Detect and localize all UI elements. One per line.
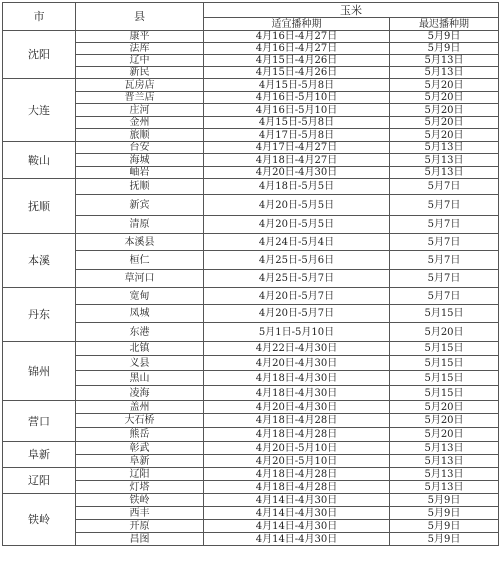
- latest-period-cell: 5月20日: [390, 323, 499, 342]
- city-cell: 辽阳: [3, 468, 76, 494]
- latest-period-cell: 5月13日: [390, 442, 499, 455]
- latest-period-cell: 5月9日: [390, 494, 499, 507]
- header-latest-period: 最迟播种期: [390, 18, 499, 31]
- latest-period-cell: 5月13日: [390, 55, 499, 67]
- county-cell: 桓仁: [76, 251, 204, 270]
- table-row: [3, 342, 499, 356]
- latest-period-cell: 5月7日: [390, 288, 499, 305]
- latest-period-cell: 5月13日: [390, 142, 499, 154]
- latest-period-cell: 5月20日: [390, 129, 499, 142]
- table-row: [3, 154, 499, 167]
- county-cell: 凌海: [76, 386, 204, 401]
- optimal-period-cell: 4月20日-5月10日: [204, 442, 390, 455]
- table-row: [3, 31, 499, 43]
- latest-period-cell: 5月13日: [390, 154, 499, 167]
- table-row: [3, 494, 499, 507]
- county-cell: 抚顺: [76, 179, 204, 195]
- city-cell: 本溪: [3, 234, 76, 288]
- latest-period-cell: 5月9日: [390, 520, 499, 533]
- county-cell: 黑山: [76, 371, 204, 386]
- table-row: [3, 92, 499, 104]
- county-cell: 新宾: [76, 195, 204, 216]
- latest-period-cell: 5月7日: [390, 216, 499, 234]
- latest-period-cell: 5月20日: [390, 401, 499, 414]
- county-cell: 台安: [76, 142, 204, 154]
- county-cell: 旅顺: [76, 129, 204, 142]
- optimal-period-cell: 4月17日-5月8日: [204, 129, 390, 142]
- latest-period-cell: 5月15日: [390, 342, 499, 356]
- county-cell: 熊岳: [76, 428, 204, 442]
- latest-period-cell: 5月9日: [390, 507, 499, 520]
- table-row: [3, 167, 499, 179]
- table-row: [3, 442, 499, 455]
- optimal-period-cell: 4月20日-5月5日: [204, 216, 390, 234]
- county-cell: 大石桥: [76, 414, 204, 428]
- latest-period-cell: 5月15日: [390, 386, 499, 401]
- latest-period-cell: 5月20日: [390, 104, 499, 117]
- header-optimal-period: 适宜播种期: [204, 18, 390, 31]
- table-row: [3, 533, 499, 546]
- table-row: [3, 520, 499, 533]
- city-cell: 营口: [3, 401, 76, 442]
- county-cell: 草河口: [76, 270, 204, 288]
- county-cell: 清原: [76, 216, 204, 234]
- county-cell: 辽阳: [76, 468, 204, 481]
- latest-period-cell: 5月13日: [390, 167, 499, 179]
- county-cell: 庄河: [76, 104, 204, 117]
- county-cell: 盖州: [76, 401, 204, 414]
- latest-period-cell: 5月9日: [390, 31, 499, 43]
- latest-period-cell: 5月13日: [390, 67, 499, 79]
- optimal-period-cell: 4月18日-4月28日: [204, 414, 390, 428]
- county-cell: 辽中: [76, 55, 204, 67]
- optimal-period-cell: 4月14日-4月30日: [204, 494, 390, 507]
- table-row: [3, 179, 499, 195]
- optimal-period-cell: 4月14日-4月30日: [204, 507, 390, 520]
- county-cell: 昌图: [76, 533, 204, 546]
- table-body: [3, 31, 499, 546]
- optimal-period-cell: 4月18日-4月28日: [204, 468, 390, 481]
- table-row: [3, 481, 499, 494]
- county-cell: 本溪县: [76, 234, 204, 251]
- table-row: [3, 455, 499, 468]
- table-row: [3, 142, 499, 154]
- latest-period-cell: 5月13日: [390, 468, 499, 481]
- latest-period-cell: 5月20日: [390, 79, 499, 92]
- city-cell: 铁岭: [3, 494, 76, 546]
- county-cell: 康平: [76, 31, 204, 43]
- optimal-period-cell: 4月15日-5月8日: [204, 79, 390, 92]
- county-cell: 东港: [76, 323, 204, 342]
- county-cell: 阜新: [76, 455, 204, 468]
- county-cell: 铁岭: [76, 494, 204, 507]
- table-row: [3, 386, 499, 401]
- city-cell: 大连: [3, 79, 76, 142]
- table-row: [3, 251, 499, 270]
- latest-period-cell: 5月7日: [390, 251, 499, 270]
- table-row: [3, 216, 499, 234]
- table-row: [3, 288, 499, 305]
- header-county: 县: [76, 3, 204, 31]
- optimal-period-cell: 4月16日-5月10日: [204, 104, 390, 117]
- optimal-period-cell: 4月18日-4月28日: [204, 481, 390, 494]
- table-row: [3, 234, 499, 251]
- optimal-period-cell: 4月14日-4月30日: [204, 533, 390, 546]
- table-row: [3, 270, 499, 288]
- optimal-period-cell: 4月24日-5月4日: [204, 234, 390, 251]
- optimal-period-cell: 4月18日-5月5日: [204, 179, 390, 195]
- table-row: [3, 129, 499, 142]
- latest-period-cell: 5月15日: [390, 305, 499, 323]
- city-cell: 鞍山: [3, 142, 76, 179]
- optimal-period-cell: 4月15日-4月26日: [204, 55, 390, 67]
- table-row: [3, 468, 499, 481]
- optimal-period-cell: 4月25日-5月7日: [204, 270, 390, 288]
- county-cell: 金州: [76, 117, 204, 129]
- optimal-period-cell: 4月16日-5月10日: [204, 92, 390, 104]
- optimal-period-cell: 4月20日-4月30日: [204, 401, 390, 414]
- table-row: [3, 428, 499, 442]
- optimal-period-cell: 4月20日-5月7日: [204, 288, 390, 305]
- optimal-period-cell: 4月20日-4月30日: [204, 356, 390, 371]
- county-cell: 开原: [76, 520, 204, 533]
- header-city: 市: [3, 3, 76, 31]
- table-row: [3, 195, 499, 216]
- latest-period-cell: 5月15日: [390, 356, 499, 371]
- latest-period-cell: 5月7日: [390, 270, 499, 288]
- optimal-period-cell: 5月1日-5月10日: [204, 323, 390, 342]
- optimal-period-cell: 4月15日-5月8日: [204, 117, 390, 129]
- city-cell: 丹东: [3, 288, 76, 342]
- optimal-period-cell: 4月15日-4月26日: [204, 67, 390, 79]
- optimal-period-cell: 4月17日-4月27日: [204, 142, 390, 154]
- latest-period-cell: 5月15日: [390, 371, 499, 386]
- optimal-period-cell: 4月20日-4月30日: [204, 167, 390, 179]
- table-row: [3, 356, 499, 371]
- latest-period-cell: 5月20日: [390, 414, 499, 428]
- optimal-period-cell: 4月18日-4月28日: [204, 428, 390, 442]
- table-row: [3, 305, 499, 323]
- latest-period-cell: 5月9日: [390, 43, 499, 55]
- county-cell: 岫岩: [76, 167, 204, 179]
- header-crop: 玉米: [204, 3, 499, 18]
- optimal-period-cell: 4月16日-4月27日: [204, 43, 390, 55]
- county-cell: 海城: [76, 154, 204, 167]
- optimal-period-cell: 4月18日-4月30日: [204, 371, 390, 386]
- county-cell: 普兰店: [76, 92, 204, 104]
- latest-period-cell: 5月13日: [390, 455, 499, 468]
- table-row: [3, 79, 499, 92]
- latest-period-cell: 5月20日: [390, 117, 499, 129]
- optimal-period-cell: 4月14日-4月30日: [204, 520, 390, 533]
- optimal-period-cell: 4月16日-4月27日: [204, 31, 390, 43]
- city-cell: 锦州: [3, 342, 76, 401]
- sowing-period-table: [2, 2, 499, 546]
- optimal-period-cell: 4月22日-4月30日: [204, 342, 390, 356]
- county-cell: 法库: [76, 43, 204, 55]
- latest-period-cell: 5月7日: [390, 234, 499, 251]
- table-row: [3, 401, 499, 414]
- optimal-period-cell: 4月20日-5月10日: [204, 455, 390, 468]
- optimal-period-cell: 4月18日-4月30日: [204, 386, 390, 401]
- latest-period-cell: 5月7日: [390, 195, 499, 216]
- latest-period-cell: 5月7日: [390, 179, 499, 195]
- table-row: [3, 323, 499, 342]
- optimal-period-cell: 4月18日-4月27日: [204, 154, 390, 167]
- table-row: [3, 55, 499, 67]
- latest-period-cell: 5月20日: [390, 92, 499, 104]
- county-cell: 瓦房店: [76, 79, 204, 92]
- latest-period-cell: 5月9日: [390, 533, 499, 546]
- county-cell: 义县: [76, 356, 204, 371]
- county-cell: 灯塔: [76, 481, 204, 494]
- table-row: [3, 117, 499, 129]
- table-row: [3, 371, 499, 386]
- city-cell: 沈阳: [3, 31, 76, 79]
- table-row: [3, 414, 499, 428]
- table-row: [3, 43, 499, 55]
- optimal-period-cell: 4月25日-5月6日: [204, 251, 390, 270]
- city-cell: 阜新: [3, 442, 76, 468]
- county-cell: 彰武: [76, 442, 204, 455]
- county-cell: 北镇: [76, 342, 204, 356]
- latest-period-cell: 5月20日: [390, 428, 499, 442]
- latest-period-cell: 5月13日: [390, 481, 499, 494]
- county-cell: 凤城: [76, 305, 204, 323]
- table-row: [3, 67, 499, 79]
- county-cell: 宽甸: [76, 288, 204, 305]
- optimal-period-cell: 4月20日-5月7日: [204, 305, 390, 323]
- county-cell: 西丰: [76, 507, 204, 520]
- table-row: [3, 104, 499, 117]
- table-row: [3, 507, 499, 520]
- city-cell: 抚顺: [3, 179, 76, 234]
- optimal-period-cell: 4月20日-5月5日: [204, 195, 390, 216]
- county-cell: 新民: [76, 67, 204, 79]
